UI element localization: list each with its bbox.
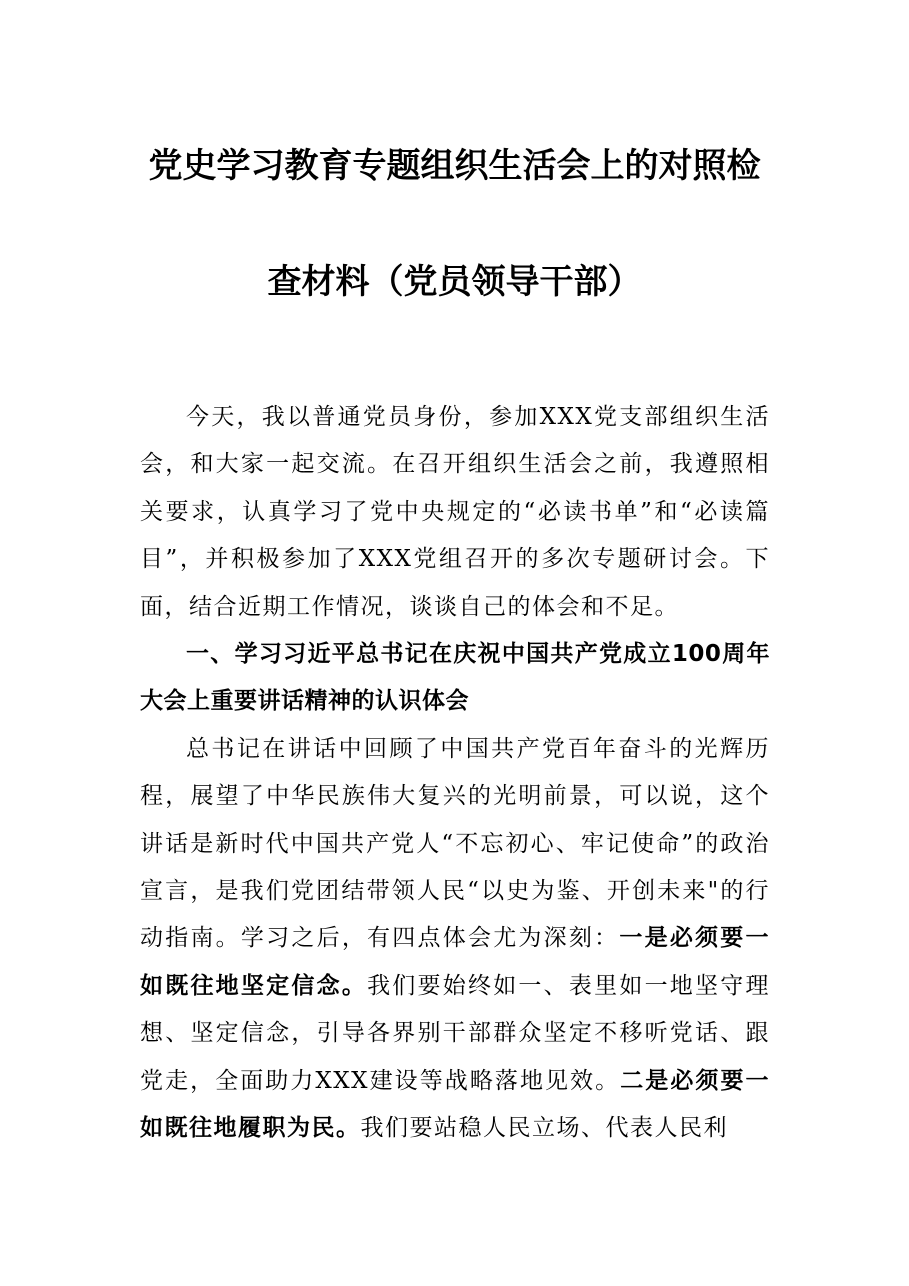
- document-title-line-1: 党史学习教育专题组织生活会上的对照检: [148, 146, 761, 186]
- document-title-line-2: 查材料（党员领导干部）: [267, 262, 642, 302]
- bold-point-1: 一是必须要一如既往地坚定信念。: [140, 925, 771, 999]
- paragraph-text: 我们要站稳人民立场、代表人民利: [360, 1115, 728, 1142]
- paragraph-text: 总书记在讲话中回顾了中国共产党百年奋斗的光辉历程，展望了中华民族伟大复兴的光明前景，可以说，这个讲话是新时代中国共产党人“不忘初心、牢记使命”的政治宣言，是我们党团结带领人民“以史为鉴、开创未来"的行动指南。学习之后，有四点体会尤为深刻：: [140, 735, 770, 952]
- bold-point-2: 二是必须要一如既往地履职为民。: [140, 1067, 771, 1142]
- paragraph-text: 我们要始终如一、表里如一地坚守理想、坚定信念，引导各界别干部群众坚定不移听党话、跟党走，全面助力XXX建设等战略落地见效。: [140, 972, 771, 1094]
- document-body: [140, 394, 770, 1153]
- section-heading: 一、学习习近平总书记在庆祝中国共产党成立100周年大会上重要讲话精神的认识体会: [140, 641, 770, 715]
- intro-paragraph: 今天，我以普通党员身份，参加XXX党支部组织生活会，和大家一起交流。在召开组织生活会之前，我遵照相关要求，认真学习了党中央规定的“必读书单”和“必读篇目”，并积极参加了XXX党组召开的多次专题研讨会。下面，结合近期工作情况，谈谈自己的体会和不足。: [140, 404, 770, 620]
- body-paragraph: [140, 726, 770, 1153]
